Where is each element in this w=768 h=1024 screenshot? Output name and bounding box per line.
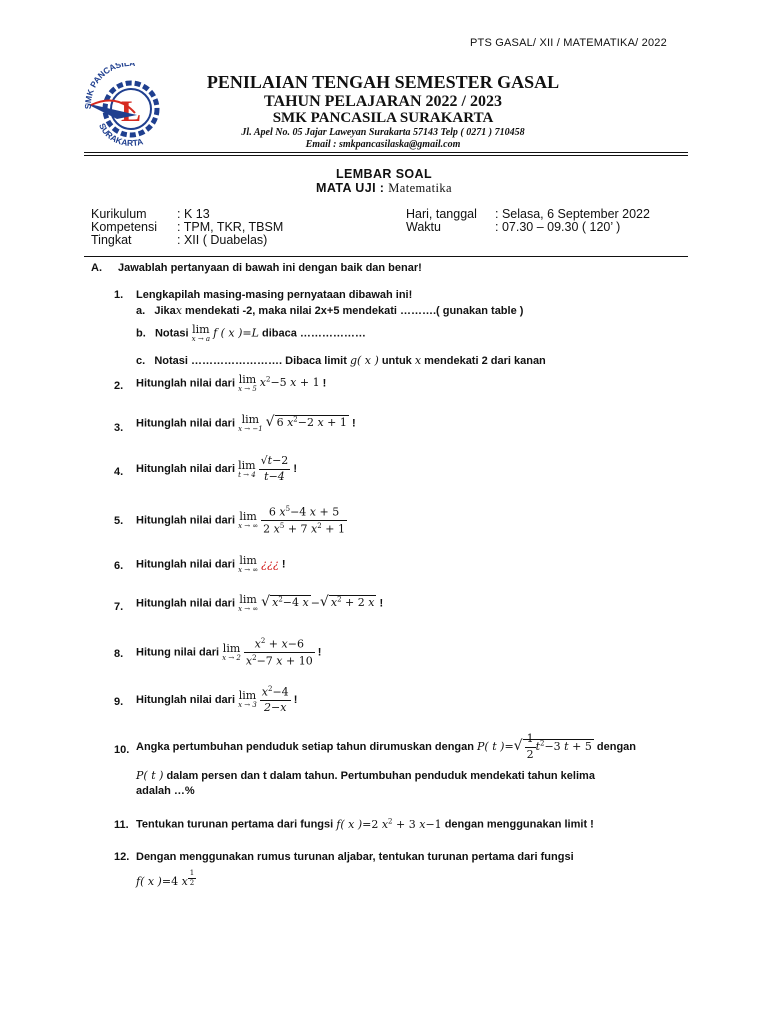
q4-limit [238, 460, 256, 479]
q8-number: 8. [114, 648, 124, 660]
q1a-label: a. [136, 305, 146, 317]
q9-tail: ! [290, 693, 298, 706]
q11 [136, 817, 594, 831]
q8-tail: ! [314, 646, 322, 659]
q1a-pre: Jika [154, 305, 176, 317]
kurikulum-label: Kurikulum [91, 207, 147, 221]
school-name: SMK PANCASILA SURAKARTA [272, 110, 494, 126]
q10-tail: dengan [593, 741, 636, 754]
q1c [136, 354, 546, 367]
q4-number: 4. [114, 466, 124, 478]
q9-den: 2−x [264, 701, 287, 715]
q2 [136, 374, 326, 393]
kurikulum-value: : K 13 [177, 207, 210, 221]
q1b [136, 324, 366, 343]
svg-text:L: L [121, 95, 142, 128]
q4-fraction: $\frac{√t-2}{t-4}$ [260, 454, 289, 483]
lim-sub: x → 3 [238, 701, 257, 710]
q2-expr: $x^2-5$ x + 1 [259, 375, 320, 390]
q7-text: Hitunglah nilai dari [136, 597, 239, 610]
q1a-var: x [175, 304, 182, 317]
q1c-post: mendekati 2 dari kanan [421, 355, 546, 367]
logo-text-bottom: SURAKARTA [97, 121, 145, 149]
lim-word: lim [241, 413, 260, 426]
lim-sub: x → 5 [238, 385, 257, 393]
q5-number: 5. [114, 515, 124, 527]
q12-text: Dengan menggunakan rumus turunan aljabar, tentukan turunan pertama dari fungsi [136, 851, 574, 863]
q1b-label: b. [136, 327, 146, 340]
q7-number: 7. [114, 601, 124, 613]
q5-limit [238, 511, 258, 530]
q11-tail: dengan menggunakan limit ! [441, 818, 594, 831]
subject-value: Matematika [388, 181, 452, 195]
lim-word: lim [222, 642, 241, 656]
lim-word: lim [239, 554, 257, 567]
q10-line2 [136, 769, 595, 782]
q1c-mid: untuk [378, 355, 415, 367]
school-logo [77, 63, 183, 153]
hari-label: Hari, tanggal [406, 207, 477, 221]
q3 [136, 414, 356, 433]
q12-fx: f( x )=4 x $^{\frac{1}{2}}$ [136, 869, 195, 889]
q3-sqrt: √ 6 $x^2-2$ x + 1 [265, 414, 347, 431]
q8-text: Hitung nilai dari [136, 646, 223, 659]
q5 [136, 505, 347, 537]
q6-red-glyphs: ¿¿¿ [261, 557, 279, 571]
q5-fraction: $\frac{6 x^5-4 x + 5}{2 x^5 + 7 x^2 + 1}$ [263, 505, 345, 536]
header-code: PTS GASAL/ XII / MATEMATIKA/ 2022 [470, 37, 667, 49]
section-letter: A. [91, 262, 102, 274]
subject-label: MATA UJI : [316, 181, 385, 195]
section-instruction: Jawablah pertanyaan di bawah ini dengan baik dan benar! [118, 262, 422, 274]
q11-text: Tentukan turunan pertama dari fungsi [136, 818, 337, 831]
q1b-pre: Notasi [154, 327, 192, 340]
q7-limit [238, 594, 258, 613]
school-email: Email : smkpancasilaska@gmail.com [305, 139, 461, 150]
lim-sub: x → ∞ [238, 605, 259, 613]
lim-sub: x → ∞ [238, 522, 259, 531]
q10-p: P( t )= [477, 740, 514, 754]
q4 [136, 455, 297, 483]
q4-text: Hitunglah nilai dari [136, 463, 239, 476]
q10-sqrt: √ $\frac{1}{2}$ $t^2-3$ t + 5 [513, 732, 592, 761]
header-divider [84, 152, 688, 153]
q11-number: 11. [114, 819, 129, 831]
q1c-label: c. [136, 355, 146, 367]
kompetensi-value: : TPM, TKR, TBSM [177, 220, 284, 234]
lim-word: lim [192, 323, 210, 336]
school-address: Jl. Apel No. 05 Jajar Laweyan Surakarta 57143 Telp ( 0271 ) 710458 [241, 127, 525, 138]
lim-word: lim [238, 373, 257, 386]
q3-number: 3. [114, 422, 124, 434]
info-divider [84, 256, 688, 257]
sheet-title: LEMBAR SOAL [335, 167, 433, 181]
q10-line1 [136, 733, 636, 761]
q8-limit [222, 643, 241, 662]
q9-limit [238, 690, 257, 709]
q2-text: Hitunglah nilai dari [136, 377, 239, 390]
q10-line3: adalah …% [136, 785, 195, 797]
q10-line2-text: dalam persen dan t dalam tahun. Pertumbuhan penduduk mendekati tahun kelima [163, 770, 595, 782]
q9-fraction: $\frac{x^2-4}{2-x}$ [261, 685, 289, 715]
q3-text: Hitunglah nilai dari [136, 417, 239, 430]
q1b-expr: f ( x )=L [213, 326, 259, 340]
lim-sub: x → ∞ [238, 566, 259, 574]
q10-p2: P( t ) [136, 769, 164, 782]
q3-limit [238, 414, 263, 433]
q1b-limit [192, 324, 210, 343]
q1c-x: x [414, 354, 422, 367]
lim-word: lim [239, 593, 257, 606]
q1c-g: g( x ) [349, 354, 379, 367]
q1-text: Lengkapilah masing-masing pernyataan dibawah ini! [136, 289, 413, 301]
lim-sub: x → 2 [222, 654, 241, 663]
q1-number: 1. [114, 289, 124, 301]
q9 [136, 685, 297, 715]
q6-limit [238, 555, 258, 574]
tingkat-value: : XII ( Duabelas) [177, 233, 268, 247]
q12-number: 12. [114, 851, 130, 863]
lim-sub: x → a [191, 335, 211, 343]
q3-tail: ! [348, 417, 356, 430]
hari-value: : Selasa, 6 September 2022 [495, 207, 650, 221]
q9-text: Hitunglah nilai dari [136, 693, 239, 706]
q6-number: 6. [114, 560, 124, 572]
q4-den: t−4 [264, 469, 285, 483]
exam-title: PENILAIAN TENGAH SEMESTER GASAL [206, 72, 560, 92]
q10-number: 10. [114, 744, 130, 756]
lim-sub: t → 4 [238, 470, 256, 479]
q2-tail: ! [319, 377, 327, 390]
lim-word: lim [239, 510, 257, 524]
q2-limit [238, 374, 257, 393]
q2-number: 2. [114, 380, 124, 392]
waktu-value: : 07.30 – 09.30 ( 120’ ) [495, 220, 621, 234]
q1b-post: dibaca ……………… [258, 327, 366, 340]
q8-fraction: $\frac{x^2 + x-6}{x^2-7 x + 10}$ [245, 637, 313, 668]
lim-sub: x → −1 [238, 425, 263, 433]
q5-text: Hitunglah nilai dari [136, 514, 239, 527]
q1c-pre: Notasi ……………………. Dibaca limit [154, 355, 350, 367]
header-divider-thin [84, 155, 688, 156]
subject-line [0, 181, 768, 196]
waktu-label: Waktu [406, 220, 441, 234]
q6-text: Hitunglah nilai dari [136, 558, 239, 571]
q8 [136, 637, 321, 669]
q1a [136, 304, 523, 317]
logo-text-top: SMK PANCASIL [82, 63, 130, 110]
q7-tail: ! [376, 597, 384, 610]
q7-sqrt2: √ $x^2 + 2$ x [319, 594, 375, 611]
lim-word: lim [238, 689, 257, 703]
q1a-post: mendekati -2, maka nilai 2x+5 mendekati ……….( gunakan table ) [182, 305, 524, 317]
q7-sqrt1: √ $x^2-4$ x [261, 594, 309, 611]
lim-word: lim [238, 458, 256, 472]
q6-tail: ! [278, 558, 286, 571]
q6 [136, 555, 286, 574]
q9-number: 9. [114, 696, 124, 708]
q4-tail: ! [290, 463, 298, 476]
q10-text: Angka pertumbuhan penduduk setiap tahun dirumuskan dengan [136, 741, 478, 754]
q7: Hitunglah nilai dari lim x → ∞ √ $x^2-4$ x −√ $x^2 + 2$ x ! [136, 593, 384, 613]
kompetensi-label: Kompetensi [91, 220, 158, 234]
q11-fx: f( x )=2 $x^2 + 3$ x−1 [336, 817, 442, 831]
tingkat-label: Tingkat [91, 233, 132, 247]
academic-year: TAHUN PELAJARAN 2022 / 2023 [264, 93, 502, 110]
